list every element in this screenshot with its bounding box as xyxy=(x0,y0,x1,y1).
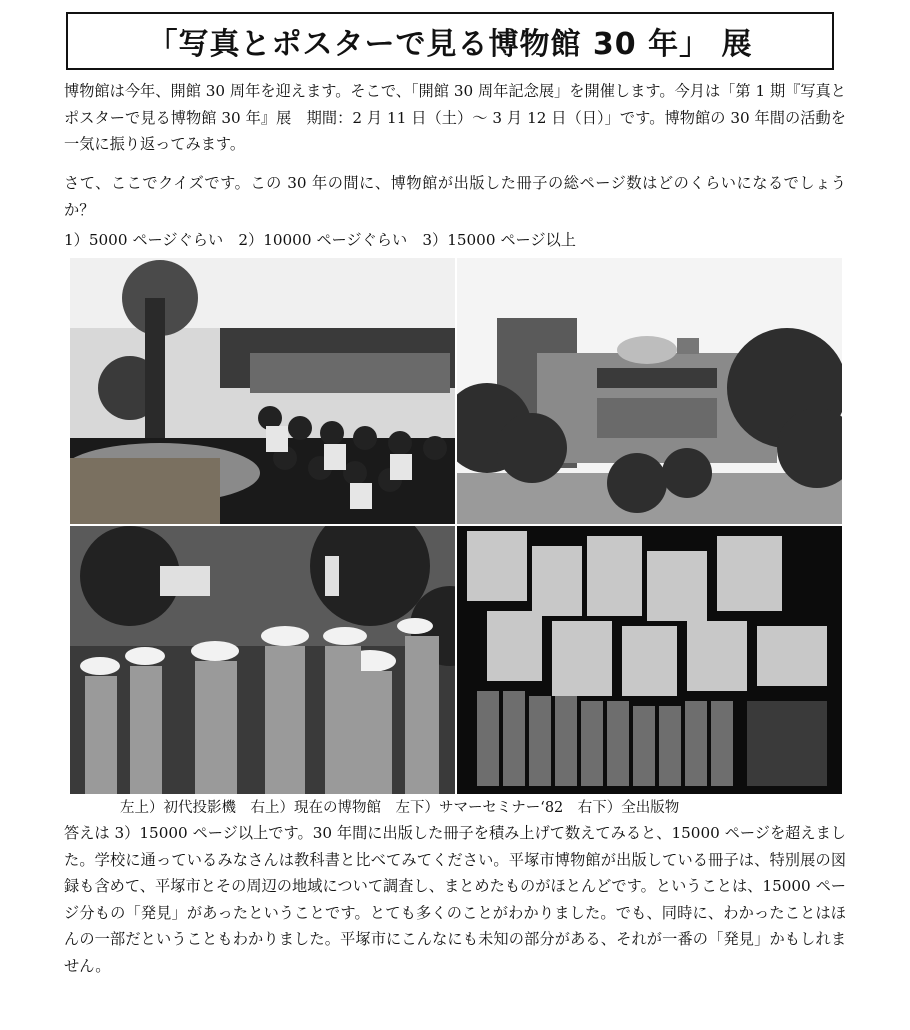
photo-summer-seminar xyxy=(70,526,455,794)
quiz-choices: 1）5000 ページぐらい 2）10000 ページぐらい 3）15000 ページ以上 xyxy=(64,231,576,249)
photo-museum-building xyxy=(457,258,842,524)
intro-paragraph: 博物館は今年、開館 30 周年を迎えます。そこで、「開館 30 周年記念展」を開催します。今月は「第 1 期『写真とポスターで見る博物館 30 年』展 期間：2 月 11 日（土）～ 3 月 12 日（日）」です。博物館の 30 年間の活動を一気に振り返ってみます。 xyxy=(64,82,846,153)
photo-publications xyxy=(457,526,842,794)
photo-caption: 左上）初代投影機 右上）現在の博物館 左下）サマーセミナー‘82 右下）全出版物 xyxy=(120,800,680,816)
photo-grid xyxy=(70,258,842,794)
quiz-paragraph: さて、ここでクイズです。この 30 年の間に、博物館が出版した冊子の総ページ数はどのくらいになるでしょうか？ xyxy=(64,174,846,219)
photo-projector xyxy=(70,258,455,524)
title-box xyxy=(66,12,834,70)
page-title: 「写真とポスターで見る博物館 30 年」 展 xyxy=(147,27,753,62)
answer-paragraph: 答えは 3）15000 ページ以上です。30 年間に出版した冊子を積み上げて数えてみると、15000 ページを超えました。学校に通っているみなさんは教科書と比べてみてください。平塚市博物館が出版している冊子は、特別展の図録も含めて、平塚市とその周辺の地域について調査し、まとめたものがほとんどです。ということは、15000 ページ分もの「発見」があったということです。とても多くのことがわかりました。でも、同時に、わかったことはほんの一部だということもわかりました。平塚市にこんなにも未知の部分がある、それが一番の「発見」かもしれません。 xyxy=(64,824,846,975)
